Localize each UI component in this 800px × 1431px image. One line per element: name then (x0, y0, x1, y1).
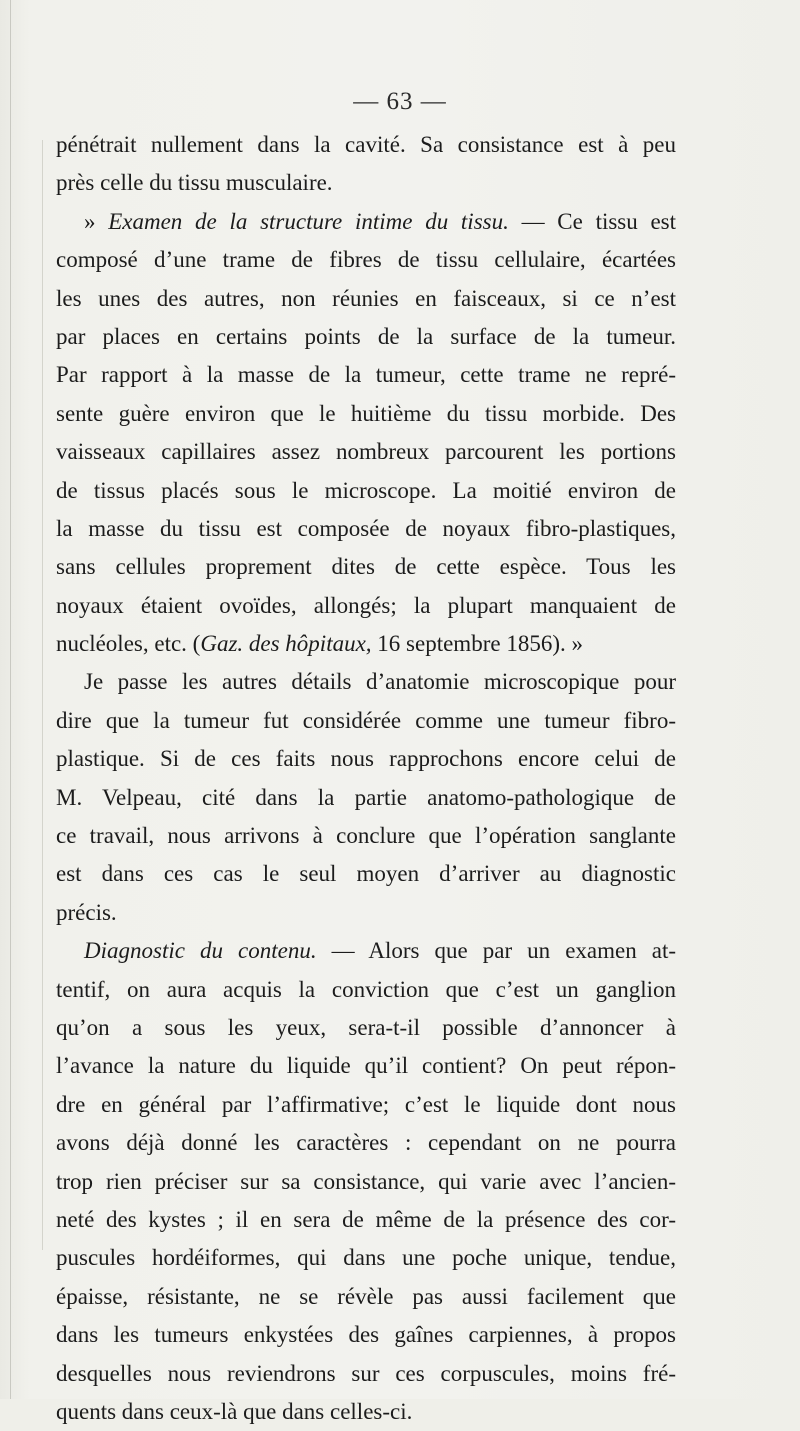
text-segment: dre en général par l’affirmative; c’est le liquide dont nous (56, 1091, 676, 1117)
text-line (56, 126, 676, 164)
text-segment: dans les tumeurs enkystées des gaînes carpiennes, à propos (56, 1322, 676, 1348)
text-line (56, 433, 676, 471)
text-line (56, 395, 676, 433)
text-segment: trop rien préciser sur sa consistance, qui varie avec l’ancien- (56, 1168, 676, 1194)
text-line (56, 1355, 676, 1393)
text-segment: M. Velpeau, cité dans la partie anatomo-pathologique de (56, 784, 676, 810)
text-line (56, 587, 676, 625)
text-segment: — Alors que par un examen at- (316, 938, 676, 964)
text-segment: noyaux étaient ovoïdes, allongés; la plupart manquaient de (56, 592, 676, 618)
text-line (56, 779, 676, 817)
page-edge-shadow (10, 0, 11, 1399)
text-line (56, 894, 676, 932)
text-segment: 16 septembre 1856). » (371, 631, 583, 657)
text-segment: pénétrait nullement dans la cavité. Sa consistance est à peu (56, 132, 676, 157)
text-segment: Je passe les autres détails d’anatomie microscopique pour (84, 669, 676, 695)
page-number: — 63 — (353, 88, 447, 115)
text-segment: qu’on a sous les yeux, sera-t-il possible d’annoncer à (56, 1014, 676, 1040)
text-segment: neté des kystes ; il en sera de même de la présence des cor- (56, 1206, 676, 1232)
text-line (56, 740, 676, 778)
italic-text-segment: Diagnostic du contenu. (84, 938, 317, 964)
text-line (56, 548, 676, 586)
text-segment: Par rapport à la masse de la tumeur, cette trame ne repré- (56, 362, 676, 388)
text-line (56, 817, 676, 855)
text-segment: quents dans ceux-là que dans celles-ci. (56, 1398, 413, 1424)
text-line (56, 241, 676, 279)
text-segment: » (84, 208, 109, 234)
text-line (56, 1047, 676, 1085)
text-segment: composé d’une trame de fibres de tissu cellulaire, écartées (56, 247, 676, 273)
text-line (56, 1201, 676, 1239)
italic-text-segment: Gaz. des hôpitaux, (200, 631, 372, 657)
italic-text-segment: Examen de la structure intime du tissu. (108, 208, 509, 234)
margin-rule (42, 140, 43, 1250)
body-text (56, 126, 676, 1431)
text-line (56, 1009, 676, 1047)
text-line (56, 932, 676, 970)
text-line (56, 164, 676, 202)
text-line (56, 356, 676, 394)
text-segment: — Ce tissu est (508, 208, 677, 234)
text-line (56, 971, 676, 1009)
text-segment: les unes des autres, non réunies en faisceaux, si ce n’est (56, 285, 676, 311)
text-line (56, 472, 676, 510)
text-segment: près celle du tissu musculaire. (56, 170, 333, 196)
text-line (56, 203, 676, 241)
text-segment: de tissus placés sous le microscope. La moitié environ de (56, 477, 676, 503)
text-line (56, 1239, 676, 1277)
text-segment: sente guère environ que le huitième du tissu morbide. Des (56, 400, 676, 426)
text-segment: est dans ces cas le seul moyen d’arriver au diagnostic (56, 861, 676, 887)
text-line (56, 1163, 676, 1201)
text-segment: dire que la tumeur fut considérée comme une tumeur fibro- (56, 707, 676, 733)
text-segment: la masse du tissu est composée de noyaux fibro-plastiques, (56, 515, 676, 541)
text-segment: tentif, on aura acquis la conviction que c’est un ganglion (56, 976, 676, 1002)
text-line (56, 1278, 676, 1316)
text-segment: puscules hordéiformes, qui dans une poche unique, tendue, (56, 1245, 676, 1271)
text-line (56, 855, 676, 893)
text-line (56, 510, 676, 548)
text-segment: précis. (56, 899, 117, 925)
text-segment: par places en certains points de la surface de la tumeur. (56, 323, 676, 349)
text-line (56, 702, 676, 740)
text-line (56, 625, 676, 663)
text-line (56, 318, 676, 356)
text-line (56, 1316, 676, 1354)
text-line (56, 663, 676, 701)
text-segment: nucléoles, etc. ( (56, 631, 201, 657)
text-segment: plastique. Si de ces faits nous rapprochons encore celui de (56, 746, 676, 772)
text-segment: sans cellules proprement dites de cette espèce. Tous les (56, 554, 676, 580)
text-line (56, 1124, 676, 1162)
text-segment: ce travail, nous arrivons à conclure que l’opération sanglante (56, 823, 676, 849)
text-segment: l’avance la nature du liquide qu’il contient? On peut répon- (56, 1053, 676, 1079)
text-segment: épaisse, résistante, ne se révèle pas aussi facilement que (56, 1283, 676, 1309)
text-line (56, 280, 676, 318)
text-segment: vaisseaux capillaires assez nombreux parcourent les portions (56, 439, 676, 465)
text-segment: desquelles nous reviendrons sur ces corpuscules, moins fré- (56, 1360, 676, 1386)
text-segment: avons déjà donné les caractères : cependant on ne pourra (56, 1130, 676, 1156)
text-line (56, 1086, 676, 1124)
